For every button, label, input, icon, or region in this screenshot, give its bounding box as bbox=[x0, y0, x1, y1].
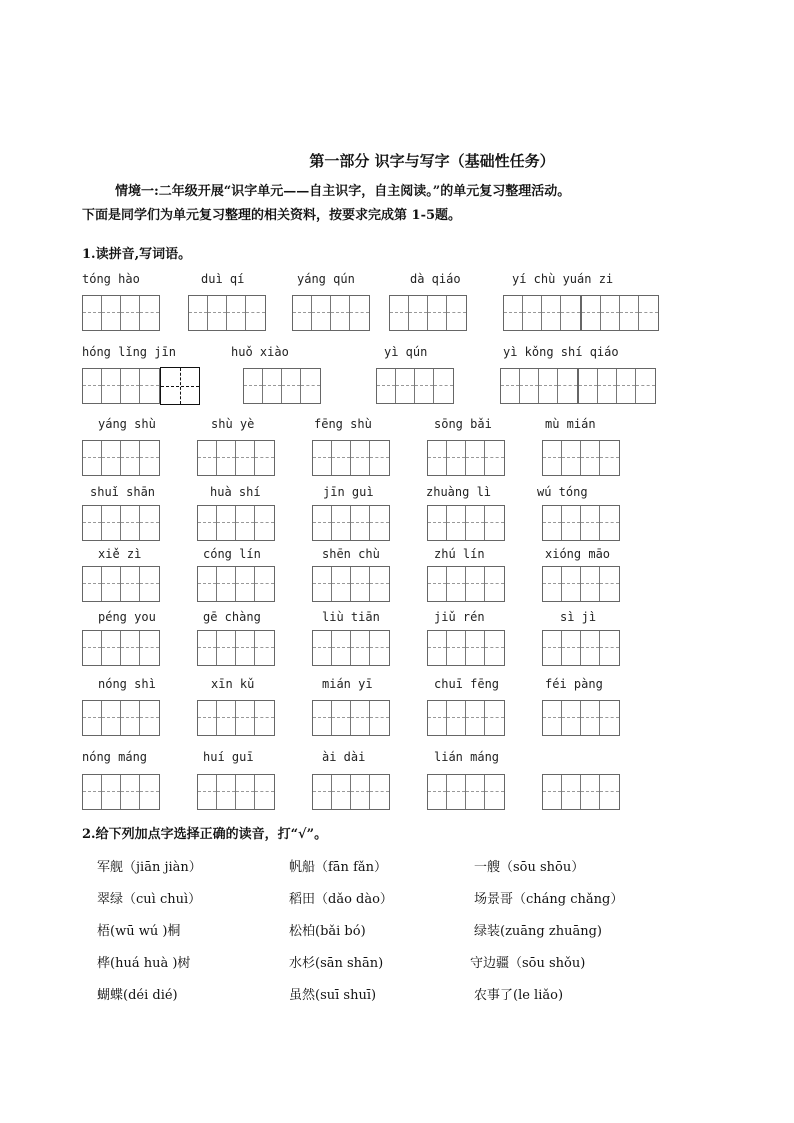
pinyin-label: jīn guì bbox=[323, 485, 374, 499]
tian-grid-box[interactable] bbox=[160, 367, 200, 405]
pinyin-label: shēn chù bbox=[322, 547, 380, 561]
writing-grid[interactable] bbox=[542, 700, 620, 736]
writing-grid[interactable] bbox=[503, 295, 581, 331]
writing-grid[interactable] bbox=[82, 700, 160, 736]
pinyin-label: mù mián bbox=[545, 417, 596, 431]
pinyin-label: huí guī bbox=[203, 750, 254, 764]
writing-grid[interactable] bbox=[427, 774, 505, 810]
question-2-title: 2.给下列加点字选择正确的读音，打“√”。 bbox=[82, 827, 328, 842]
pinyin-label: péng you bbox=[98, 610, 156, 624]
writing-grid[interactable] bbox=[312, 630, 390, 666]
writing-grid[interactable] bbox=[197, 700, 275, 736]
pinyin-label: nóng máng bbox=[82, 750, 148, 764]
pinyin-label: yì qún bbox=[384, 345, 428, 359]
pinyin-label: jiǔ rén bbox=[434, 610, 485, 624]
pinyin-label: tóng hào bbox=[82, 272, 140, 286]
pinyin-label: yì kǒng shí qiáo bbox=[503, 345, 619, 359]
writing-grid[interactable] bbox=[243, 368, 321, 404]
pinyin-label: shuǐ shān bbox=[90, 485, 156, 499]
pronunciation-option[interactable]: 一艘（sōu shōu） bbox=[474, 860, 585, 875]
intro-line-1: 情境一:二年级开展“识字单元——自主识字，自主阅读。”的单元复习整理活动。 bbox=[115, 184, 571, 199]
writing-grid[interactable] bbox=[312, 700, 390, 736]
pinyin-label: nóng shì bbox=[98, 677, 156, 691]
pinyin-label: hóng lǐng jīn bbox=[82, 345, 176, 359]
writing-grid[interactable] bbox=[312, 774, 390, 810]
writing-grid[interactable] bbox=[312, 505, 390, 541]
writing-grid[interactable] bbox=[542, 505, 620, 541]
writing-grid[interactable] bbox=[542, 630, 620, 666]
question-1-title: 1.读拼音,写词语。 bbox=[82, 247, 192, 262]
writing-grid[interactable] bbox=[427, 630, 505, 666]
pronunciation-option[interactable]: 梧(wū wú )桐 bbox=[97, 924, 181, 939]
pronunciation-option[interactable]: 桦(huá huà )树 bbox=[97, 956, 191, 971]
pinyin-label: sì jì bbox=[560, 610, 597, 624]
writing-grid[interactable] bbox=[197, 774, 275, 810]
writing-grid[interactable] bbox=[197, 630, 275, 666]
pinyin-label: dà qiáo bbox=[410, 272, 461, 286]
pinyin-label: liù tiān bbox=[322, 610, 380, 624]
pinyin-label: sōng bǎi bbox=[434, 417, 492, 431]
pinyin-label: wú tóng bbox=[537, 485, 588, 499]
writing-grid[interactable] bbox=[427, 505, 505, 541]
writing-grid[interactable] bbox=[82, 774, 160, 810]
writing-grid[interactable] bbox=[578, 368, 656, 404]
writing-grid[interactable] bbox=[82, 630, 160, 666]
writing-grid[interactable] bbox=[197, 440, 275, 476]
pinyin-label: lián máng bbox=[434, 750, 500, 764]
pronunciation-option[interactable]: 翠绿（cuì chuì） bbox=[97, 892, 202, 907]
pronunciation-option[interactable]: 稻田（dǎo dào） bbox=[289, 892, 393, 907]
pinyin-label: mián yī bbox=[322, 677, 373, 691]
pinyin-label: huǒ xiào bbox=[231, 345, 289, 359]
pinyin-label: zhuàng lì bbox=[426, 485, 492, 499]
writing-grid[interactable] bbox=[427, 700, 505, 736]
writing-grid[interactable] bbox=[427, 566, 505, 602]
section-title: 第一部分 识字与写字（基础性任务） bbox=[309, 152, 555, 170]
writing-grid[interactable] bbox=[197, 566, 275, 602]
writing-grid[interactable] bbox=[542, 566, 620, 602]
pronunciation-option[interactable]: 松柏(bǎi bó) bbox=[289, 924, 366, 939]
writing-grid[interactable] bbox=[82, 505, 160, 541]
writing-grid[interactable] bbox=[82, 440, 160, 476]
pronunciation-option[interactable]: 蝴蝶(déi dié) bbox=[97, 988, 178, 1003]
pronunciation-option[interactable]: 场景哥（cháng chǎng） bbox=[474, 892, 624, 907]
pinyin-label: ài dài bbox=[322, 750, 366, 764]
pronunciation-option[interactable]: 守边疆（sōu shǒu) bbox=[470, 956, 586, 971]
pinyin-label: fēng shù bbox=[314, 417, 372, 431]
pinyin-label: xīn kǔ bbox=[211, 677, 255, 691]
pinyin-label: cóng lín bbox=[203, 547, 261, 561]
writing-grid[interactable] bbox=[389, 295, 467, 331]
writing-grid[interactable] bbox=[376, 368, 454, 404]
pinyin-label: zhú lín bbox=[434, 547, 485, 561]
writing-grid[interactable] bbox=[542, 440, 620, 476]
pronunciation-option[interactable]: 帆船（fān fǎn） bbox=[289, 860, 388, 875]
writing-grid[interactable] bbox=[312, 440, 390, 476]
intro-line-2: 下面是同学们为单元复习整理的相关资料，按要求完成第 1-5题。 bbox=[82, 208, 462, 223]
writing-grid[interactable] bbox=[292, 295, 370, 331]
writing-grid[interactable] bbox=[500, 368, 578, 404]
pinyin-label: xióng māo bbox=[545, 547, 611, 561]
writing-grid[interactable] bbox=[188, 295, 266, 331]
pinyin-label: huà shí bbox=[210, 485, 261, 499]
pinyin-label: yí chù yuán zi bbox=[512, 272, 614, 286]
writing-grid[interactable] bbox=[581, 295, 659, 331]
pinyin-label: yáng qún bbox=[297, 272, 355, 286]
pronunciation-option[interactable]: 农事了(le liǎo) bbox=[474, 988, 564, 1003]
pinyin-label: shù yè bbox=[211, 417, 255, 431]
writing-grid[interactable] bbox=[82, 295, 160, 331]
pinyin-label: gē chàng bbox=[203, 610, 261, 624]
pronunciation-option[interactable]: 绿装(zuāng zhuāng) bbox=[474, 924, 602, 939]
writing-grid[interactable] bbox=[197, 505, 275, 541]
pronunciation-option[interactable]: 虽然(suī shuī) bbox=[289, 988, 377, 1003]
pinyin-label: chuī fēng bbox=[434, 677, 500, 691]
pronunciation-option[interactable]: 军舰（jiān jiàn） bbox=[97, 860, 202, 875]
pronunciation-option[interactable]: 水杉(sān shān) bbox=[289, 956, 384, 971]
writing-grid[interactable] bbox=[82, 566, 160, 602]
pinyin-label: duì qí bbox=[201, 272, 245, 286]
writing-grid[interactable] bbox=[312, 566, 390, 602]
writing-grid[interactable] bbox=[82, 368, 160, 404]
writing-grid[interactable] bbox=[542, 774, 620, 810]
pinyin-label: xiě zì bbox=[98, 547, 142, 561]
pinyin-label: féi pàng bbox=[545, 677, 603, 691]
writing-grid[interactable] bbox=[427, 440, 505, 476]
pinyin-label: yáng shù bbox=[98, 417, 156, 431]
